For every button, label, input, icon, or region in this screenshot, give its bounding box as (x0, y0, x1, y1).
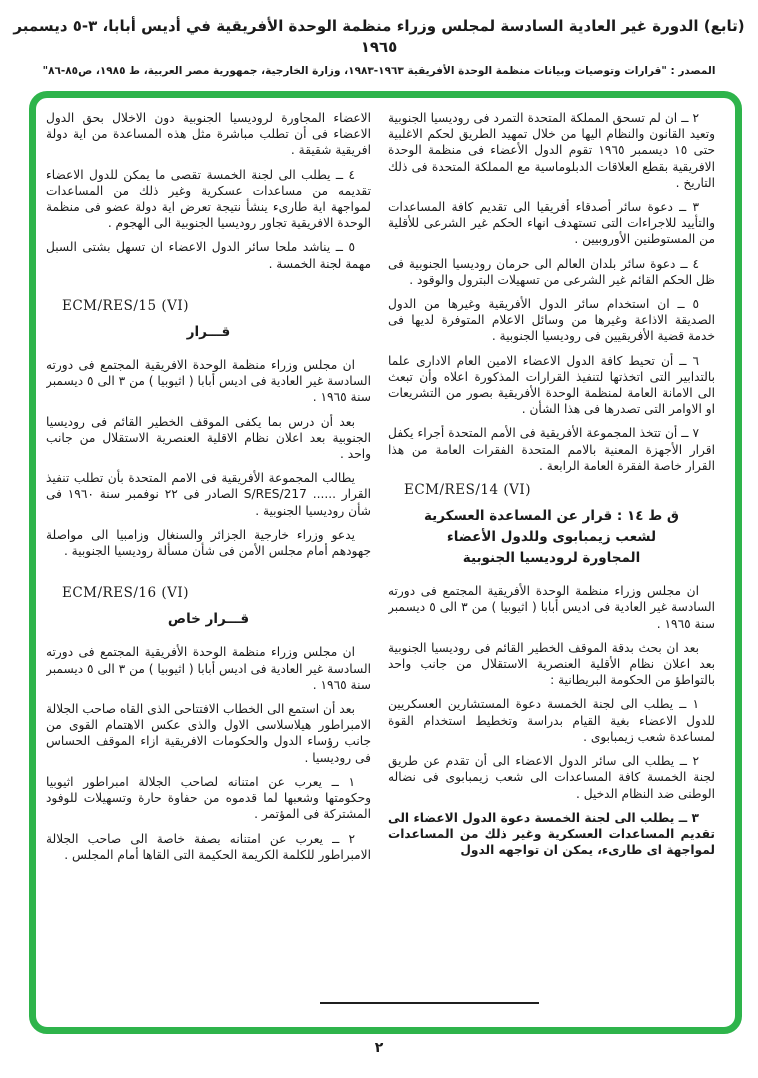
resolution-paragraph: ٥ ــ ان استخدام سائر الدول الأفريقية وغيرها من الدول الصديقة الاذاعة وغيرها من وسائل الاعلام المتوفرة لديها فى خدمة قضية الأفريقيين فى روديسيا الجنوبية . (388, 297, 715, 344)
continuation-paragraph: الاعضاء المجاورة لروديسيا الجنوبية دون الاخلال بحق الدول الاعضاء فى أن تطلب مباشرة مثل هذه المساعدة من اية دولة افريقية شقيقة . (46, 111, 371, 158)
resolution-16-heading: قـــرار خاص (167, 611, 250, 628)
resolution-14-heading-line3: المجاورة لروديسيا الجنوبية (462, 550, 641, 567)
resolution-paragraph: بعد أن درس بما يكفى الموقف الخطير القائم فى روديسيا الجنوبية بعد اعلان نظام الاقلية العنصرية الاستقلال من جانب واحد . (46, 414, 371, 462)
resolution-code-ecm-res-14: ECM/RES/14 (VI) (404, 482, 531, 499)
resolution-item: ٢ ــ يطلب الى سائر الدول الاعضاء الى أن تقدم عن طريق لجنة الخمسة كافة المساعدات الى شعب زيمبابوى فى نضاله الوطنى ضد النظام الدخيل . (388, 754, 715, 801)
resolution-14-heading-line2: لشعب زيمبابوى وللدول الأعضاء (446, 529, 657, 546)
resolution-item: ١ ــ يعرب عن امتنانه لصاحب الجلالة امبراطور اثيوبيا وحكومتها وشعبها لما قدموه من حفاوة حارة وتسهيلات للوفود المشتركة فى المؤتمر . (46, 774, 371, 822)
green-border-frame (29, 91, 742, 1034)
resolution-paragraph: ٧ ــ أن تتخذ المجموعة الأفريقية فى الأمم المتحدة أجراء يكفل اقرار الأجهزة المعنية بالامم المتحدة الفقرات العامة من هذا القرار خاصة الفقرة العامة الرابعة . (388, 426, 715, 473)
resolution-code-ecm-res-15: ECM/RES/15 (VI) (62, 297, 189, 314)
resolution-item: ١ ــ يطلب الى لجنة الخمسة دعوة المستشارين العسكريين للدول الاعضاء بغية القيام بدراسة وتخطيط استخدام القوة لمساعدة شعب زيمبابوى . (388, 697, 715, 744)
end-of-text-divider (320, 1002, 539, 1004)
resolution-paragraph: ٤ ــ دعوة سائر بلدان العالم الى حرمان روديسيا الجنوبية فى ظل الحكم القائم غير الشرعى من تسهيلات البترول والوقود . (388, 256, 715, 287)
resolution-paragraph: بعد أن استمع الى الخطاب الافتتاحى الذى القاه صاحب الجلالة الامبراطور هيلاسلاسى الاول والذى عكس الاهتمام القوى من جانب رؤساء الدول والحكومات الافريقية ازاء الموقف الحساس فى روديسيا . (46, 702, 371, 765)
document-title: (تابع) الدورة غير العادية السادسة لمجلس وزراء منظمة الوحدة الأفريقية في أديس أبابا، ٣-٥ ديسمبر ١٩٦٥ (13, 17, 745, 56)
resolution-item: ٤ ــ يطلب الى لجنة الخمسة تقصى ما يمكن للدول الاعضاء تقديمه من مساعدات عسكرية وغير ذلك من المساعدات لمواجهة اية طارىء ينشأ نتيجة تعرض اية دولة عضو فى منظمة الوحدة الافريقية تجاور روديسيا الجنوبية الى الهجوم . (46, 167, 371, 231)
resolution-paragraph: بعد ان بحث بدقة الموقف الخطير القائم فى روديسيا الجنوبية بعد اعلان نظام الأقلية العنصرية الاستقلال من جانب واحد بالتواطؤ من الحكومة البريطانية : (388, 640, 715, 688)
resolution-paragraph: ان مجلس وزراء منظمة الوحدة الأفريقية المجتمع فى دورته السادسة غير العادية فى اديس أبابا ( اثيوبيا ) من ٣ الى ٥ ديسمبر سنة ١٩٦٥ . (46, 645, 371, 692)
column-left (46, 110, 371, 1017)
column-right (388, 110, 715, 1017)
resolution-item: ٢ ــ يعرب عن امتنانه بصفة خاصة الى صاحب الجلالة الامبراطور للكلمة الكريمة الحكيمة التى القاها أمام المجلس . (46, 831, 371, 862)
resolution-paragraph: يطالب المجموعة الأفريقية فى الامم المتحدة بأن تطلب تنفيذ القرار ...... S/RES/217 الصادر فى ٢٢ نوفمبر سنة ١٩٦٠ فى شأن روديسيا الجنوبية . (46, 471, 371, 518)
resolution-paragraph: ٢ ــ ان لم تسحق المملكة المتحدة التمرد فى روديسيا الجنوبية وتعيد القانون والنظام اليها من خلال تمهيد الطريق لحكم الاغلبية حتى ١٥ ديسمبر ١٩٦٥ تقوم الدول الأعضاء فى منظمة الوحدة الافريقية بقطع العلاقات الدبلوماسية مع المملكة المتحدة فى ذلك التاريخ . (388, 111, 715, 190)
resolution-paragraph: يدعو وزراء خارجية الجزائر والسنغال وزامبيا الى مواصلة جهودهم أمام مجلس الأمن فى شأن مسألة روديسيا الجنوبية . (46, 527, 371, 559)
resolution-paragraph: ٦ ــ أن تحيط كافة الدول الاعضاء الامين العام الادارى علما بالتدابير التى اتخذتها لتنفيذ القرارات المذكورة اعلاه وأن تبعث الى الامانة العامة لمنظمة الوحدة الأفريقية بصور من التشريعات او الاوامر التى تصدرها فى هذا الشأن . (388, 353, 715, 417)
resolution-item-bold: ٣ ــ يطلب الى لجنة الخمسة دعوة الدول الاعضاء الى تقديم المساعدات العسكرية وغير ذلك من المساعدات لمواجهة اى طارىء، يمكن ان تواجهه الدول (388, 810, 715, 858)
resolution-15-heading: قـــرار (186, 324, 231, 341)
resolution-item: ٥ ــ يناشد ملحا سائر الدول الاعضاء ان تسهل بشتى السبل مهمة لجنة الخمسة . (46, 240, 371, 271)
page-number: ٢ (374, 1040, 384, 1056)
resolution-paragraph: ان مجلس وزراء منظمة الوحدة الأفريقية المجتمع فى دورته السادسة غير العادية فى اديس أبابا ( اثيوبيا ) من ٣ الى ٥ ديسمبر سنة ١٩٦٥ . (388, 584, 715, 631)
resolution-paragraph: ٣ ــ دعوة سائر أصدقاء أفريقيا الى تقديم كافة المساعدات والتأييد للاجراءات التى تستهدف انهاء الحكم غير الشرعى للأقلية من المستوطنين الأوروبيين . (388, 200, 715, 247)
resolution-code-ecm-res-16: ECM/RES/16 (VI) (62, 585, 189, 602)
resolution-14-heading (388, 506, 715, 569)
resolution-paragraph: ان مجلس وزراء منظمة الوحدة الافريقية المجتمع فى دورته السادسة غير العادية فى اديس أبابا ( اثيوبيا ) من ٣ الى ٥ ديسمبر سنة ١٩٦٥ . (46, 358, 371, 405)
source-citation: المصدر : "قرارات وتوصيات وبيانات منظمة الوحدة الأفريقية ١٩٦٣-١٩٨٣، وزارة الخارجية، جمهورية مصر العربية، ط ١٩٨٥، ص٨٥-٨٦" (42, 65, 716, 77)
page-header (0, 16, 758, 77)
resolution-14-heading-line1: ق ط ١٤ : قرار عن المساعدة العسكرية (424, 508, 679, 525)
